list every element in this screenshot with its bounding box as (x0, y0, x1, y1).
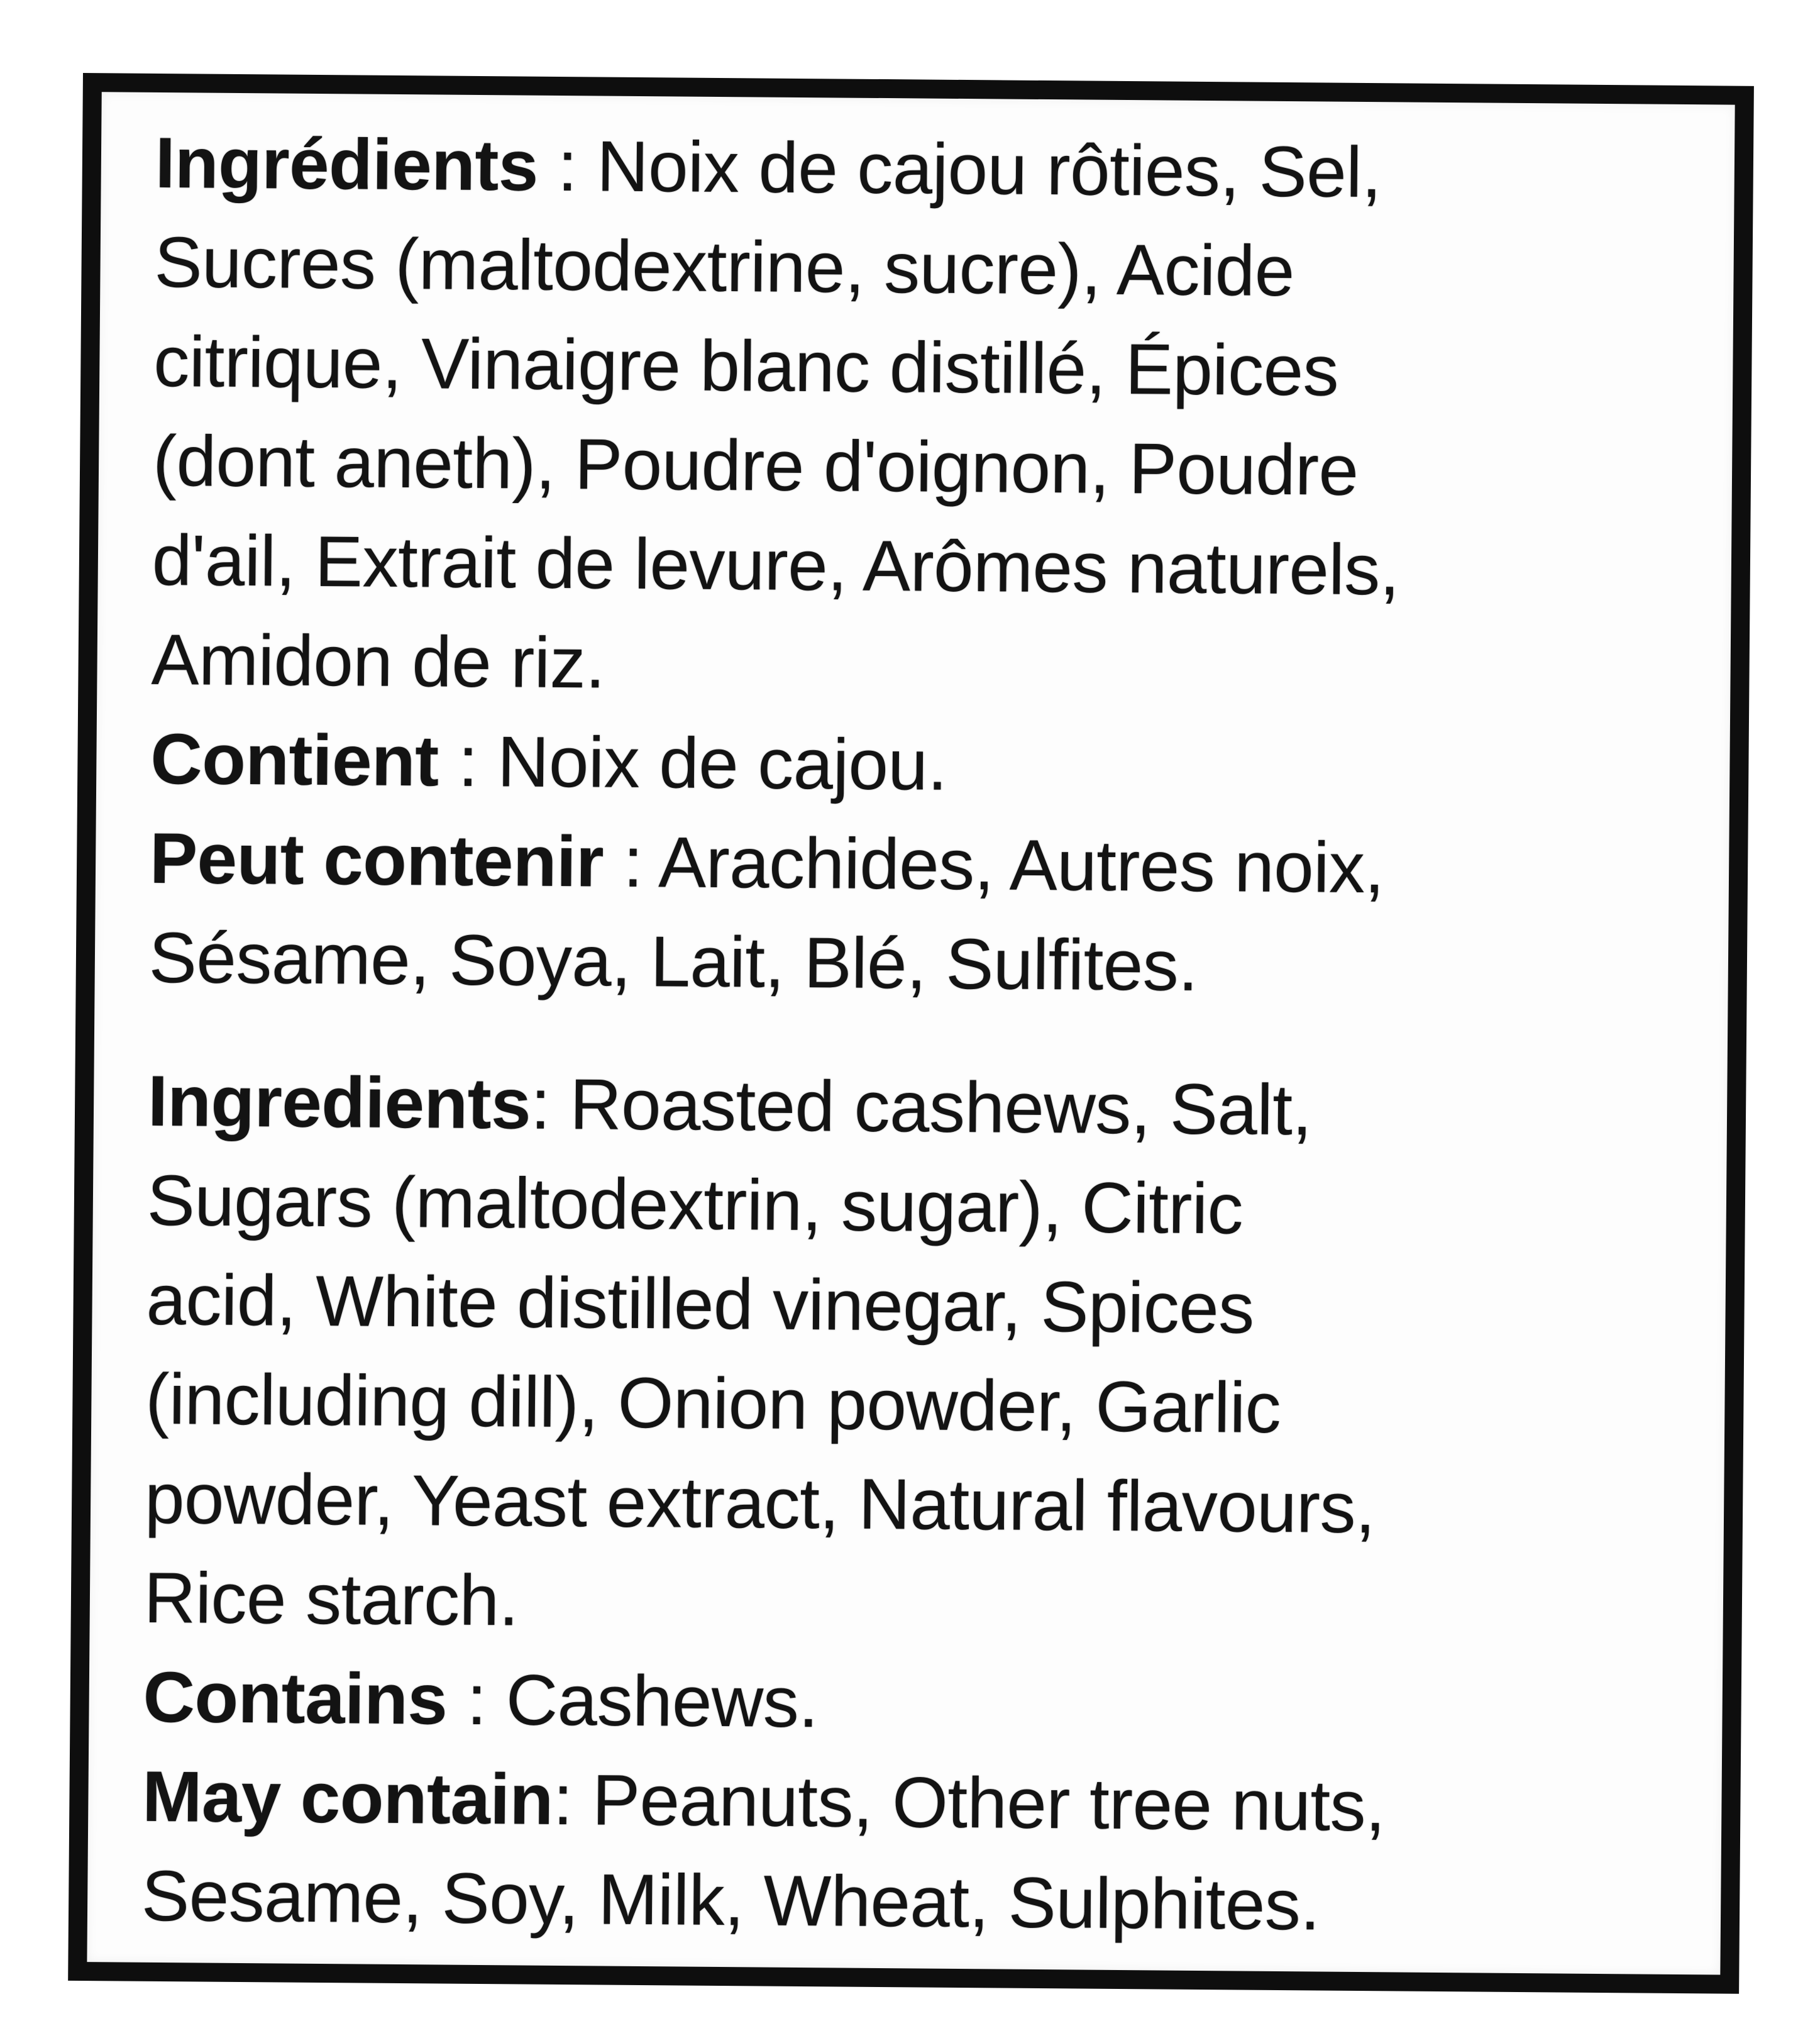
text-line (145, 1350, 1690, 1461)
en-ingredients-label: Ingredients (147, 1061, 531, 1144)
text-line (141, 1847, 1686, 1958)
text-line (153, 412, 1697, 523)
text-run: : Noix de cajou. (438, 721, 948, 806)
text-run: Rice starch. (143, 1558, 519, 1641)
text-line (143, 1549, 1688, 1660)
fr-ingredients-label: Ingrédients (155, 123, 539, 206)
text-run: : Noix de cajou rôties, Sel, (538, 126, 1382, 213)
text-run: d'ail, Extrait de levure, Arômes naturels, (152, 520, 1400, 611)
fr-contient-label: Contient (150, 719, 439, 802)
text-line (146, 1151, 1691, 1263)
en-contains-label: Contains (143, 1657, 448, 1740)
text-run: (including dill), Onion powder, Garlic (145, 1359, 1281, 1449)
text-run: Sucres (maltodextrine, sucre), Acide (154, 222, 1295, 312)
text-run: Sugars (maltodextrin, sugar), Citric (146, 1160, 1244, 1249)
text-line (150, 809, 1694, 921)
text-line (142, 1747, 1687, 1859)
text-run: : Cashews. (446, 1659, 819, 1743)
fr-peut-contenir-label: Peut contenir (149, 818, 604, 902)
text-run: citrique, Vinaigre blanc distillé, Épices (153, 321, 1339, 411)
en-may-contain-label: May contain (141, 1756, 554, 1840)
text-run: acid, White distilled vinegar, Spices (146, 1260, 1255, 1349)
text-line (153, 313, 1698, 424)
text-run: : Arachides, Autres noix, (603, 822, 1385, 909)
text-run: Sésame, Soya, Lait, Blé, Sulfites. (148, 917, 1198, 1006)
ingredient-label (68, 73, 1754, 1994)
text-run: Amidon de riz. (151, 619, 605, 704)
text-run: : Roasted cashews, Salt, (530, 1064, 1313, 1151)
text-run: (dont aneth), Poudre d'oignon, Poudre (152, 421, 1359, 511)
english-section (141, 1052, 1692, 1958)
text-line (151, 611, 1696, 722)
text-line (154, 213, 1699, 324)
text-line (152, 511, 1696, 623)
french-section (148, 114, 1699, 1020)
text-run: powder, Yeast extract, Natural flavours, (144, 1458, 1376, 1549)
text-line (145, 1449, 1689, 1561)
text-line (155, 114, 1699, 225)
text-line (143, 1648, 1687, 1759)
text-line (148, 909, 1693, 1020)
text-line (150, 710, 1695, 821)
text-line (146, 1251, 1690, 1362)
ingredient-text (87, 92, 1735, 1958)
text-run: Sesame, Soy, Milk, Wheat, Sulphites. (141, 1856, 1320, 1946)
text-run: : Peanuts, Other tree nuts, (553, 1759, 1386, 1847)
text-line (148, 1052, 1692, 1163)
